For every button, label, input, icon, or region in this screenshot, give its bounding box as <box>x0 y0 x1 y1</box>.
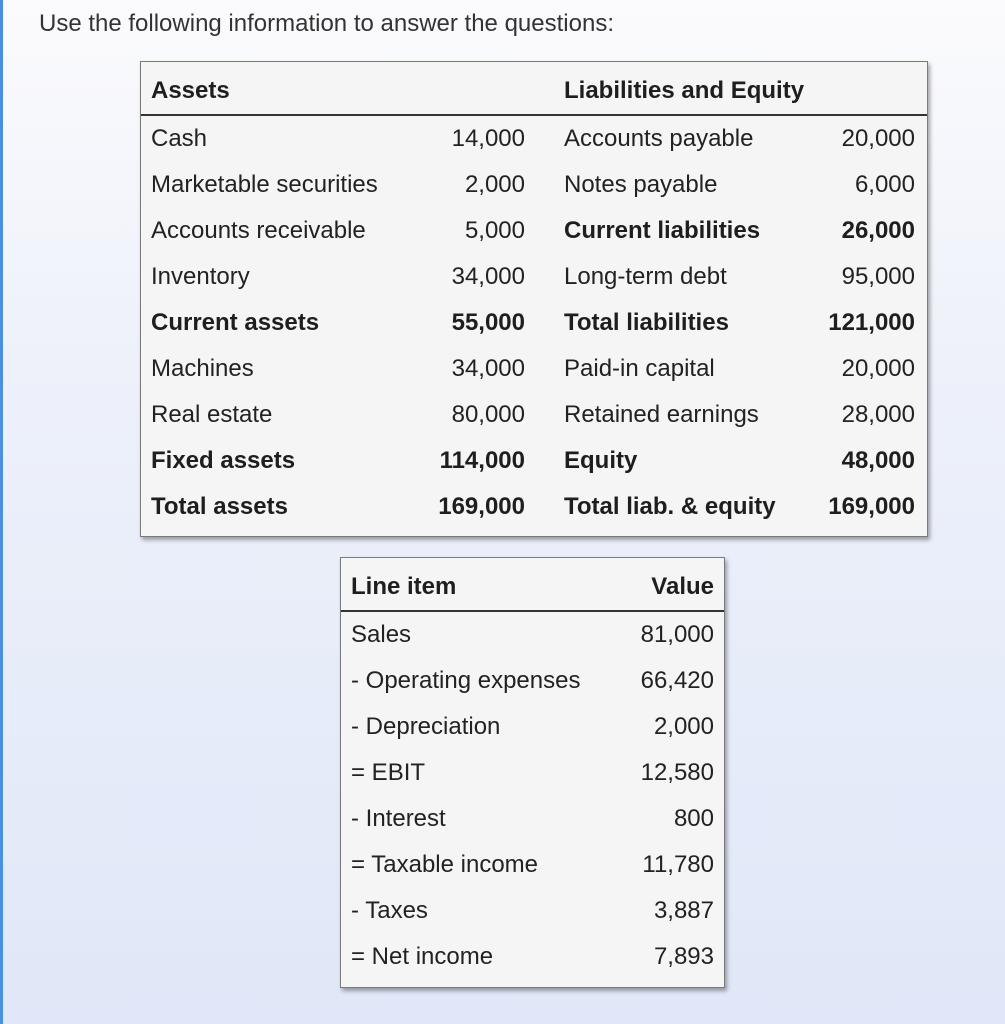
liability-value: 26,000 <box>841 217 915 244</box>
asset-label: Inventory <box>151 263 250 290</box>
liability-label: Retained earnings <box>564 401 759 428</box>
line-item-label: - Depreciation <box>351 713 501 740</box>
line-item-value: 11,780 <box>642 851 714 878</box>
assets-header: Assets <box>151 77 230 104</box>
liability-value: 95,000 <box>841 263 915 290</box>
asset-label: Machines <box>151 355 254 382</box>
line-item-value: 66,420 <box>640 667 714 694</box>
line-item-value: 3,887 <box>653 897 714 924</box>
asset-label: Fixed assets <box>151 447 296 474</box>
line-item-label: = EBIT <box>351 759 426 786</box>
instruction-text: Use the following information to answer the questions: <box>39 10 614 37</box>
asset-label: Total assets <box>151 493 288 520</box>
header-divider <box>141 114 927 116</box>
asset-label: Marketable securities <box>151 171 378 198</box>
liability-value: 28,000 <box>841 401 915 428</box>
asset-value: 2,000 <box>464 171 525 198</box>
line-item-value: 81,000 <box>640 621 714 648</box>
line-item-value: 12,580 <box>640 759 714 786</box>
asset-label: Current assets <box>151 309 320 336</box>
asset-value: 114,000 <box>439 447 525 474</box>
line-item-label: - Operating expenses <box>351 667 581 694</box>
line-item-value: 800 <box>673 805 714 832</box>
liability-label: Accounts payable <box>564 125 754 152</box>
asset-value: 34,000 <box>451 263 525 290</box>
liability-label: Total liab. & equity <box>564 493 776 520</box>
line-item-label: Sales <box>351 621 412 648</box>
income-statement-table <box>340 557 725 988</box>
line-item-label: = Net income <box>351 943 494 970</box>
liability-label: Notes payable <box>564 171 718 198</box>
liability-label: Paid-in capital <box>564 355 715 382</box>
liability-value: 20,000 <box>841 125 915 152</box>
left-accent-bar <box>0 0 3 1024</box>
liability-value: 6,000 <box>854 171 915 198</box>
liability-value: 20,000 <box>841 355 915 382</box>
liability-value: 121,000 <box>828 309 915 336</box>
header-divider <box>341 610 724 612</box>
asset-value: 169,000 <box>438 493 525 520</box>
balance-sheet-table <box>140 61 928 537</box>
line-item-value: 2,000 <box>653 713 714 740</box>
liability-label: Long-term debt <box>564 263 727 290</box>
asset-value: 80,000 <box>451 401 525 428</box>
asset-label: Cash <box>151 125 208 152</box>
liability-label: Total liabilities <box>564 309 729 336</box>
liability-label: Current liabilities <box>564 217 761 244</box>
asset-value: 14,000 <box>451 125 525 152</box>
liability-value: 169,000 <box>828 493 915 520</box>
liability-label: Equity <box>564 447 638 474</box>
asset-label: Real estate <box>151 401 273 428</box>
liabilities-header: Liabilities and Equity <box>564 77 805 104</box>
asset-label: Accounts receivable <box>151 217 366 244</box>
asset-value: 5,000 <box>464 217 525 244</box>
line-item-label: - Interest <box>351 805 446 832</box>
line-item-value: 7,893 <box>653 943 714 970</box>
value-header: Value <box>651 573 714 600</box>
line-item-label: - Taxes <box>351 897 428 924</box>
asset-value: 55,000 <box>451 309 525 336</box>
liability-value: 48,000 <box>841 447 915 474</box>
line-item-header: Line item <box>351 573 457 600</box>
line-item-label: = Taxable income <box>351 851 539 878</box>
asset-value: 34,000 <box>451 355 525 382</box>
